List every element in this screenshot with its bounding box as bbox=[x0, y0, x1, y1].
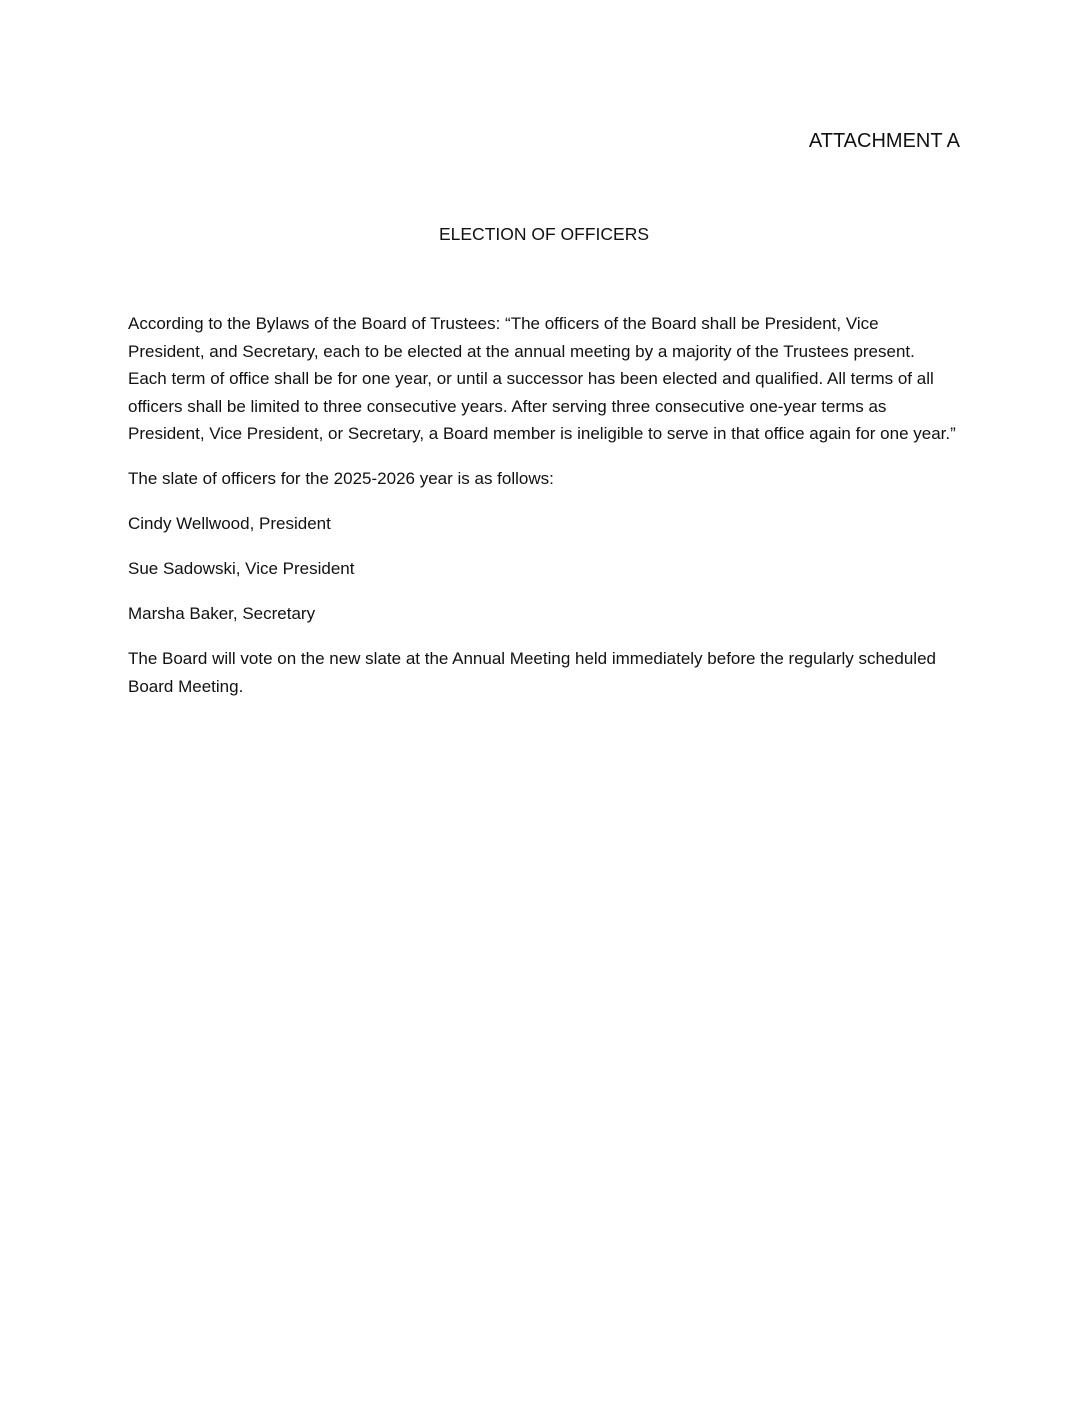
document-body bbox=[128, 310, 958, 718]
vote-paragraph: The Board will vote on the new slate at the Annual Meeting held immediately before the regularly scheduled Board Meeting. bbox=[128, 649, 936, 696]
officer-secretary: Marsha Baker, Secretary bbox=[128, 604, 316, 623]
bylaws-paragraph: According to the Bylaws of the Board of Trustees: “The officers of the Board shall be President, Vice President, and Secretary, each to be elected at the annual meeting by a majority of the Trustees present. Each term of office shall be for one year, or until a successor has been elected and qualified. All terms of all officers shall be limited to three consecutive years. After serving three consecutive one-year terms as President, Vice President, or Secretary, a Board member is ineligible to serve in that office again for one year.” bbox=[128, 314, 956, 443]
officer-vice-president: Sue Sadowski, Vice President bbox=[128, 559, 355, 578]
document-title: ELECTION OF OFFICERS bbox=[438, 224, 650, 244]
slate-intro-paragraph: The slate of officers for the 2025-2026 year is as follows: bbox=[128, 469, 554, 488]
officer-president: Cindy Wellwood, President bbox=[128, 514, 331, 533]
attachment-label: ATTACHMENT A bbox=[808, 130, 960, 152]
